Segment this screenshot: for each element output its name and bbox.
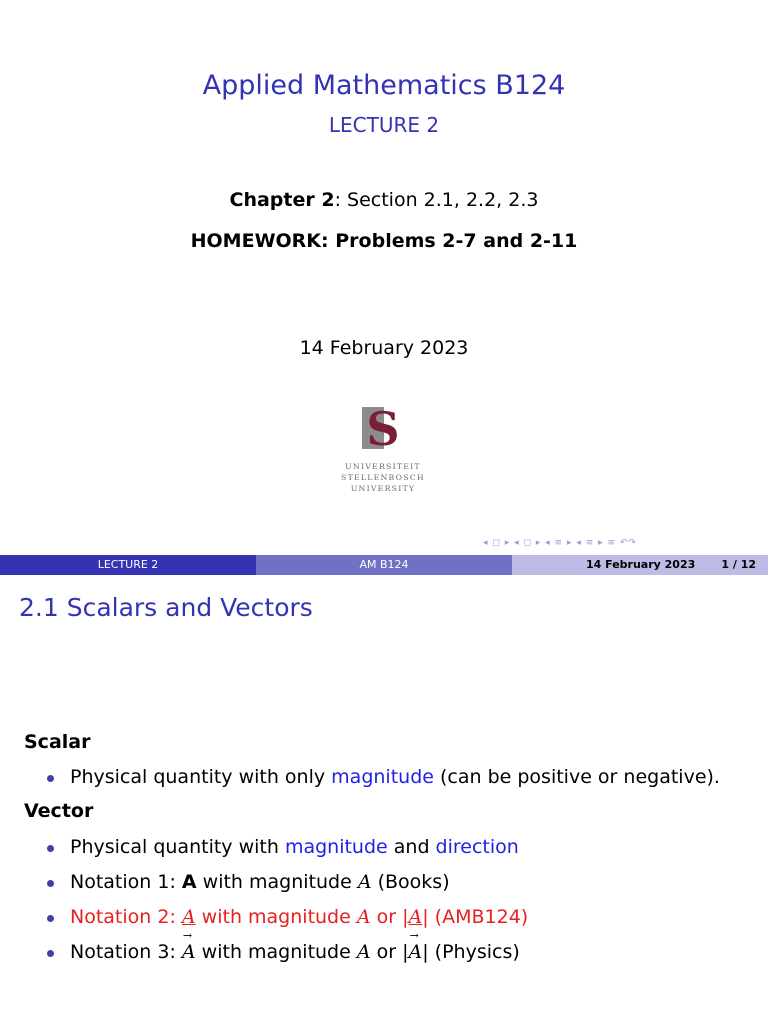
university-logo (324, 391, 442, 509)
list-item (47, 871, 450, 893)
bold-vector-symbol: A (181, 871, 197, 893)
content-slide (0, 575, 768, 1024)
item-text: Physical quantity with only (70, 766, 332, 788)
beamer-navigation-icons[interactable]: ◂ ◻ ▸ ◂ ◻ ▸ ◂ ≡ ▸ ◂ ≡ ▸ ≡ ↶↷ (483, 538, 637, 548)
logo-line-1: UNIVERSITEIT (345, 462, 421, 471)
item-highlight: magnitude (284, 836, 388, 858)
item-text: (can be positive or negative). (433, 766, 720, 788)
university-crest-icon (362, 405, 404, 451)
list-item (47, 906, 528, 928)
item-highlight: direction (435, 836, 519, 858)
footer-date: 14 February 2023 (586, 558, 696, 571)
lecture-date: 14 February 2023 (299, 337, 469, 359)
chapter-sections: : Section 2.1, 2.2, 2.3 (334, 189, 539, 211)
item-text: or | (370, 941, 409, 963)
slide-subtitle: LECTURE 2 (328, 113, 440, 137)
homework-line: HOMEWORK: Problems 2-7 and 2-11 (190, 230, 578, 252)
footer-page-number: 1 / 12 (721, 558, 756, 571)
item-text: with magnitude (196, 871, 358, 893)
arrow-vector-symbol: A → (182, 941, 196, 963)
item-highlight: magnitude (331, 766, 434, 788)
footer-course: AM B124 (256, 555, 512, 575)
item-text: with magnitude (195, 941, 357, 963)
scalar-heading: Scalar (24, 731, 91, 753)
chapter-line (0, 189, 768, 211)
arrow-vector-symbol: A → (409, 941, 423, 963)
item-text: (Books) (371, 871, 450, 893)
frame-title: 2.1 Scalars and Vectors (19, 593, 313, 622)
footer-info (512, 555, 768, 575)
logo-line-2: STELLENBOSCH (341, 473, 425, 482)
item-text: and (387, 836, 436, 858)
slide-title: Applied Mathematics B124 (202, 70, 566, 101)
magnitude-symbol: A (356, 941, 371, 963)
logo-line-3: UNIVERSITY (350, 484, 416, 493)
magnitude-symbol: A (357, 871, 372, 893)
item-text: Notation 3: (70, 941, 182, 963)
magnitude-symbol: A (356, 906, 371, 928)
logo-mark-letter: S (366, 405, 400, 451)
list-item (47, 836, 519, 858)
item-text: | (AMB124) (422, 906, 529, 928)
list-item (47, 766, 720, 788)
underlined-vector-symbol: A (408, 906, 423, 928)
list-item (47, 941, 520, 963)
footer-bar (0, 555, 768, 575)
footer-lecture: LECTURE 2 (0, 555, 256, 575)
item-text: Notation 2: (70, 906, 182, 928)
vector-heading: Vector (24, 800, 94, 822)
underlined-vector-symbol: A (181, 906, 196, 928)
chapter-label: Chapter 2 (229, 189, 335, 211)
item-text: | (Physics) (422, 941, 520, 963)
item-text: Physical quantity with (70, 836, 285, 858)
item-text: or | (370, 906, 409, 928)
item-text: Notation 1: (70, 871, 182, 893)
item-text: with magnitude (195, 906, 357, 928)
